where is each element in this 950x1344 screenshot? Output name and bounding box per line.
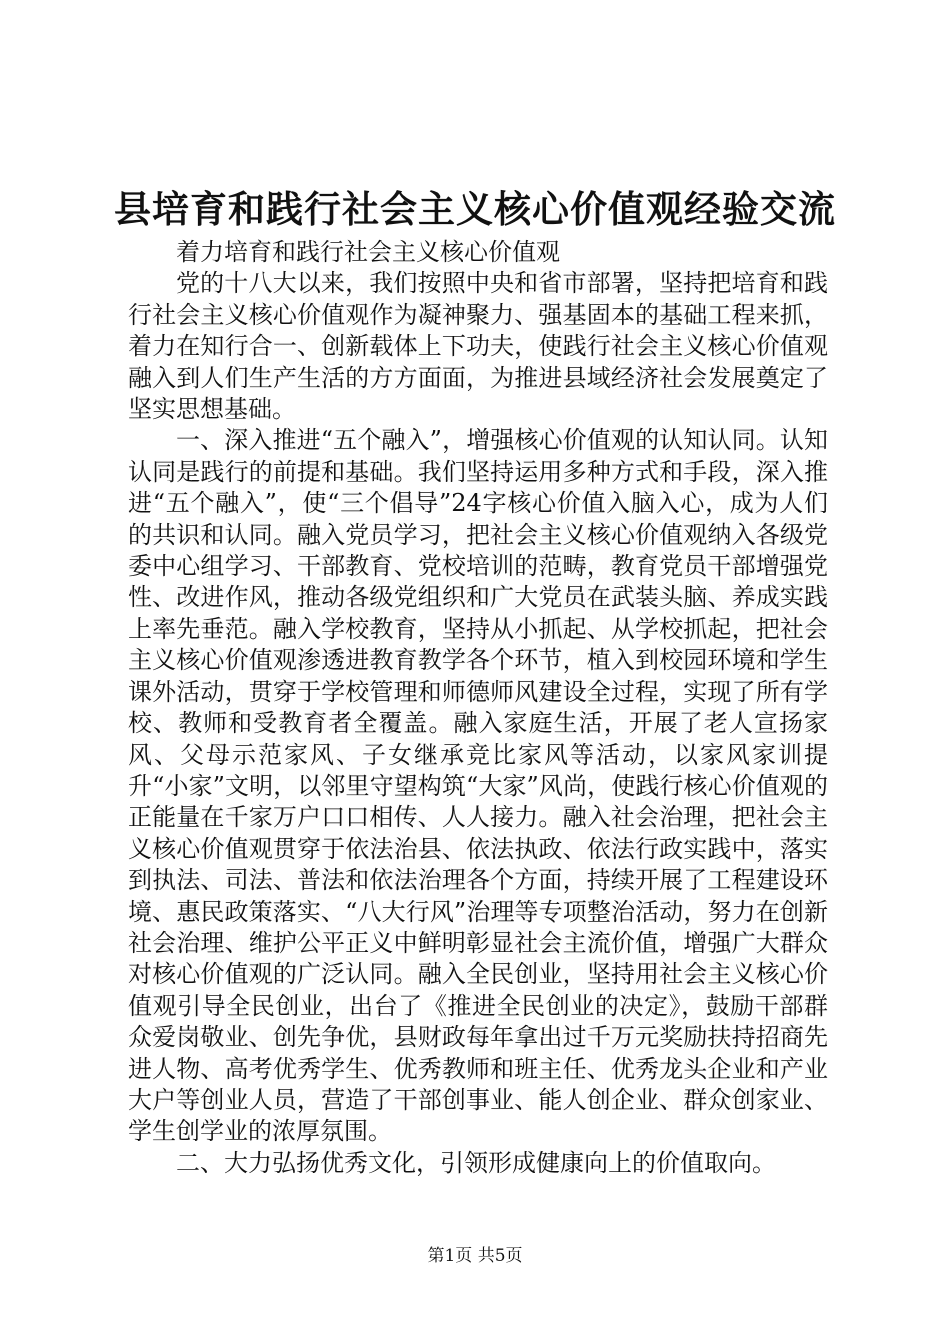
document-title: 县培育和践行社会主义核心价值观经验交流 bbox=[114, 188, 836, 231]
subtitle-paragraph: 着力培育和践行社会主义核心价值观 bbox=[176, 238, 560, 266]
document-body bbox=[128, 237, 828, 1179]
intro-paragraph: 党的十八大以来，我们按照中央和省市部署，坚持把培育和践行社会主义核心价值观作为凝神聚力、强基固本的基础工程来抓，着力在知行合一、创新载体上下功夫，使践行社会主义核心价值观融入到人们生产生活的方方面面，为推进县域经济社会发展奠定了坚实思想基础。 bbox=[128, 269, 828, 424]
page-indicator: 第1页 共5页 bbox=[427, 1246, 523, 1266]
section-one-paragraph: 一、深入推进“五个融入”，增强核心价值观的认知认同。认知认同是践行的前提和基础。我们坚持运用多种方式和手段，深入推进“五个融入”，使“三个倡导”24字核心价值入脑入心，成为人们的共识和认同。融入党员学习，把社会主义核心价值观纳入各级党委中心组学习、干部教育、党校培训的范畴，教育党员干部增强党性、改进作风，推动各级党组织和广大党员在武装头脑、养成实践上率先垂范。融入学校教育，坚持从小抓起、从学校抓起，把社会主义核心价值观渗透进教育教学各个环节，植入到校园环境和学生课外活动，贯穿于学校管理和师德师风建设全过程，实现了所有学校、教师和受教育者全覆盖。融入家庭生活，开展了老人宣扬家风、父母示范家风、子女继承竞比家风等活动，以家风家训提升“小家”文明，以邻里守望构筑“大家”风尚，使践行核心价值观的正能量在千家万户口口相传、人人接力。融入社会治理，把社会主义核心价值观贯穿于依法治县、依法执政、依法行政实践中，落实到执法、司法、普法和依法治理各个方面，持续开展了工程建设环境、惠民政策落实、“八大行风”治理等专项整治活动，努力在创新社会治理、维护公平正义中鲜明彰显社会主流价值，增强广大群众对核心价值观的广泛认同。融入全民创业，坚持用社会主义核心价值观引导全民创业，出台了《推进全民创业的决定》，鼓励干部群众爱岗敬业、创先争优，县财政每年拿出过千万元奖励扶持招商先进人物、高考优秀学生、优秀教师和班主任、优秀龙头企业和产业大户等创业人员，营造了干部创事业、能人创企业、群众创家业、学生创学业的浓厚氛围。 bbox=[128, 426, 828, 1146]
section-two-heading: 二、大力弘扬优秀文化，引领形成健康向上的价值取向。 bbox=[176, 1148, 776, 1177]
